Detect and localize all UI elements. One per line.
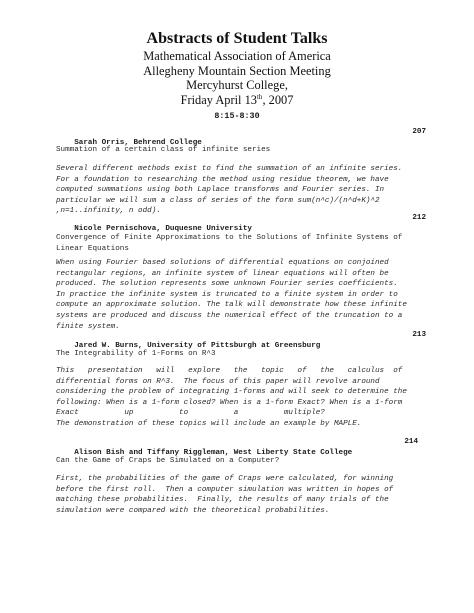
talk-3-author: Jared W. Burns, University of Pittsburgh at Greensburg (74, 341, 321, 350)
talk-3-abstract: This presentation will explore the topic of the calculus of differential forms on R^3. The focus of this paper will revolve around considering the problem of integrating 1-forms and will seek to determine the following: When is a 1-form closed? When is a 1-form Exact? When is a 1-form Exact up to a multiple? (56, 367, 407, 418)
talk-1-author: Sarah Orris, Behrend College (74, 138, 202, 147)
date-suffix: , 2007 (262, 93, 294, 107)
venue-name: Mercyhurst College, (186, 78, 288, 92)
time-slot: 8:15-8:30 (214, 111, 260, 121)
talk-4-title: Can the Game of Craps be Simulated on a Computer? (56, 457, 280, 465)
date-prefix: Friday April 13 (180, 93, 257, 107)
talk-3-room: 213 (412, 331, 426, 339)
meeting-name: Allegheny Mountain Section Meeting (143, 64, 331, 78)
talk-4-room: 214 (404, 438, 418, 446)
talk-2-room: 212 (412, 214, 426, 222)
talk-1-room: 207 (412, 128, 426, 136)
talk-2-title: Convergence of Finite Approximations to the Solutions of Infinite Systems of Linear Equations (56, 234, 403, 253)
talk-4-author: Alison Bish and Tiffany Riggleman, West Liberty State College (74, 448, 353, 457)
talk-3-title: The Integrability of 1-Forms on R^3 (56, 350, 216, 358)
talk-2-abstract: When using Fourier based solutions of differential equations on conjoined rectangular regions, an infinite system of linear equations will often be produced. The solution represents some unknown Fourier series coefficients. In practice the infinite system is truncated to a finite system in order to compute an approximate solution. The talk will demonstrate how these infinite systems are produced and discuss the numerical effect of the truncation to a finite system. (56, 259, 407, 331)
meeting-date (0, 93, 474, 107)
talk-2-author: Nicole Pernischova, Duquesne University (74, 224, 252, 233)
document-title: Abstracts of Student Talks (146, 30, 328, 47)
talk-4-abstract: First, the probabilities of the game of Craps were calculated, for winning before the first roll. Then a computer simulation was written in hopes of matching these probabilities. Finally, the results of many trials of the simulation were compared with the theoretical probabilities. (56, 475, 394, 515)
organization-name: Mathematical Association of America (143, 49, 331, 63)
talk-3-abstract-note: The demonstration of these topics will include an example by MAPLE. (56, 420, 362, 428)
date-ordinal: th (256, 93, 263, 101)
talk-1-abstract: Several different methods exist to find the summation of an infinite series. For a foundation to researching the method using residue theorem, we have computed summations using both Laplace transforms and Fourier series. In particular we will sum a class of series of the form sum(n^c)/(n^d+K)^2 ,n=1..infinity, n odd). (56, 165, 403, 216)
talk-1-title: Summation of a certain class of infinite series (56, 146, 271, 154)
